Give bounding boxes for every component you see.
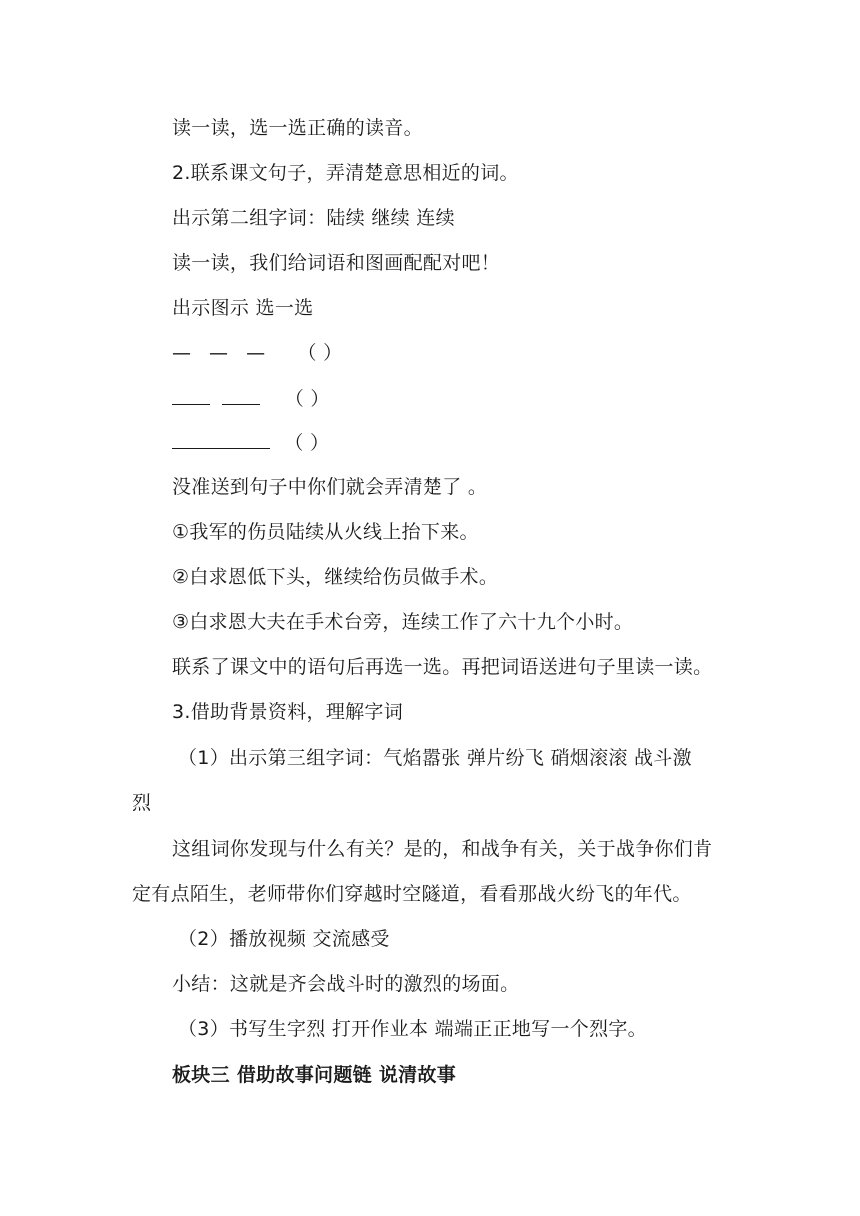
dashed-blank: — — — bbox=[172, 342, 272, 364]
text-line-18: 定有点陌生，老师带你们穿越时空隧道，看看那战火纷飞的年代。 bbox=[132, 883, 692, 905]
underline-blank-long bbox=[172, 428, 270, 449]
text-line-13: 联系了课文中的语句后再选一选。再把词语送进句子里读一读。 bbox=[172, 656, 713, 678]
text-line-19: （2）播放视频 交流感受 bbox=[178, 928, 390, 950]
text-line-15: （1）出示第三组字词：气焰嚣张 弹片纷飞 硝烟滚滚 战斗激 bbox=[178, 747, 692, 769]
text-line-9: 没准送到句子中你们就会弄清楚了 。 bbox=[172, 476, 488, 498]
text-line-2: 2.联系课文句子，弄清楚意思相近的词。 bbox=[172, 162, 519, 184]
sentence-3: ③白求恩大夫在手术台旁，连续工作了六十九个小时。 bbox=[172, 611, 634, 633]
answer-parentheses-1: （ ） bbox=[297, 342, 343, 364]
dashed-blank-row bbox=[172, 340, 342, 366]
text-line-4: 读一读，我们给词语和图画配配对吧！ bbox=[172, 252, 501, 274]
text-line-1: 读一读，选一选正确的读音。 bbox=[172, 117, 423, 139]
text-line-5: 出示图示 选一选 bbox=[172, 297, 314, 319]
underline-blank-short-2 bbox=[222, 384, 260, 405]
text-line-20: 小结：这就是齐会战斗时的激烈的场面。 bbox=[172, 973, 520, 995]
underline-blank-short-1 bbox=[172, 384, 210, 405]
answer-parentheses-2: （ ） bbox=[284, 388, 330, 410]
text-line-16: 烈 bbox=[132, 792, 152, 814]
sentence-2: ②白求恩低下头，继续给伤员做手术。 bbox=[172, 566, 499, 588]
answer-parentheses-3: （ ） bbox=[284, 432, 330, 454]
sentence-1: ①我军的伤员陆续从火线上抬下来。 bbox=[172, 521, 479, 543]
text-line-17: 这组词你发现与什么有关？是的，和战争有关，关于战争你们肯 bbox=[172, 838, 713, 860]
text-line-21: （3）书写生字烈 打开作业本 端端正正地写一个烈字。 bbox=[178, 1018, 647, 1040]
long-underline-blank-row bbox=[172, 428, 329, 456]
section-heading-3: 3.借助背景资料，理解字词 bbox=[172, 701, 404, 723]
block-heading: 板块三 借助故事问题链 说清故事 bbox=[172, 1064, 457, 1086]
text-line-3: 出示第二组字词：陆续 继续 连续 bbox=[172, 207, 455, 229]
split-underline-blank-row bbox=[172, 384, 330, 412]
